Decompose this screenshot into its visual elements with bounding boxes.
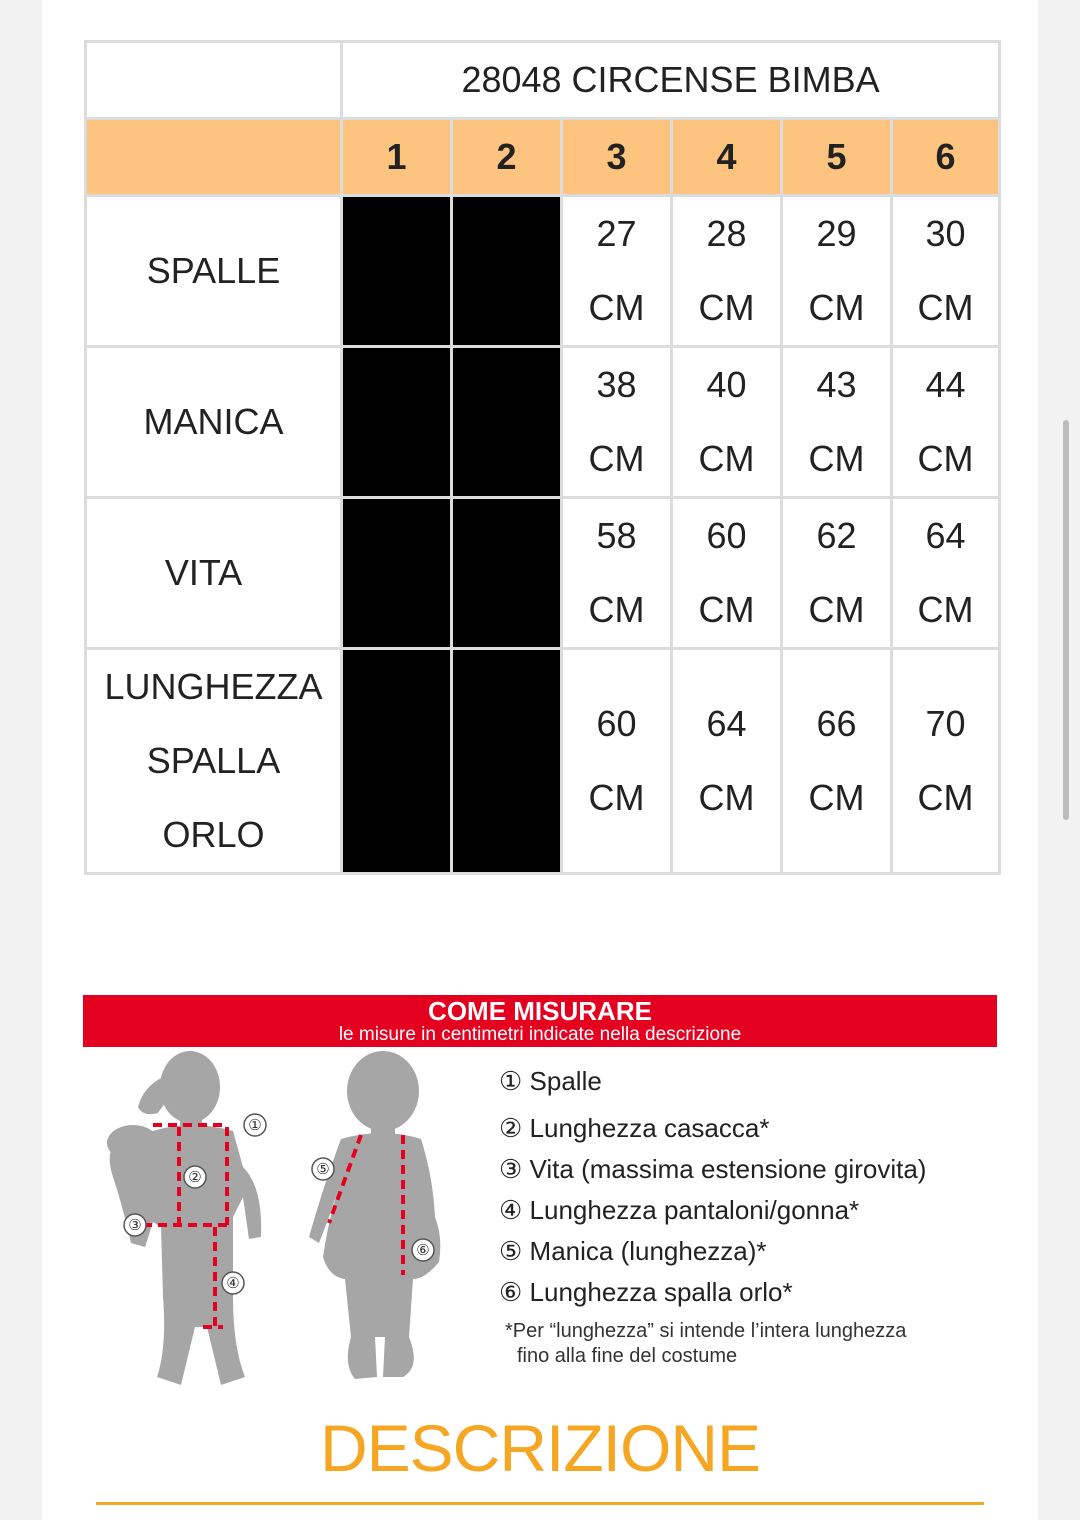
value-cell (562, 649, 672, 874)
unavailable-cell (342, 347, 452, 498)
size-header: 2 (452, 119, 562, 196)
row-label-line: MANICA (143, 401, 284, 442)
value-number: 70 (925, 703, 966, 744)
table-title-row (86, 42, 1000, 119)
value-unit: CM (917, 777, 974, 818)
size-header: 3 (562, 119, 672, 196)
footnote-line: fino alla fine del costume (517, 1345, 738, 1367)
marker-label: ② (188, 1168, 202, 1186)
girl-silhouette (309, 1051, 440, 1379)
unavailable-cell (342, 196, 452, 347)
value-cell (672, 196, 782, 347)
value-cell (672, 498, 782, 649)
value-number: 29 (816, 213, 857, 254)
table-row-manica (86, 347, 1000, 498)
row-label (86, 649, 342, 874)
legend-item: ④ Lunghezza pantaloni/gonna* (499, 1195, 860, 1225)
value-unit: CM (588, 777, 645, 818)
value-unit: CM (808, 287, 865, 328)
marker-label: ③ (128, 1216, 142, 1234)
row-label-line: ORLO (162, 814, 265, 855)
heading-underline (96, 1502, 984, 1505)
product-title: 28048 CIRCENSE BIMBA (342, 42, 1000, 119)
value-unit: CM (808, 438, 865, 479)
row-label-line: VITA (164, 552, 243, 593)
value-unit: CM (808, 777, 865, 818)
legend-item: ⑥ Lunghezza spalla orlo* (499, 1277, 793, 1307)
value-number: 62 (816, 515, 857, 556)
legend-item: ① Spalle (499, 1066, 602, 1096)
value-cell (892, 649, 1000, 874)
banner-subtitle: le misure in centimetri indicate nella descrizione (338, 1024, 742, 1045)
row-label (86, 347, 342, 498)
value-number: 60 (596, 703, 637, 744)
value-number: 27 (596, 213, 637, 254)
value-cell (672, 347, 782, 498)
value-number: 66 (816, 703, 857, 744)
how-to-measure-graphic (83, 995, 997, 1405)
value-cell (562, 347, 672, 498)
table-row-vita (86, 498, 1000, 649)
table-row-spalle (86, 196, 1000, 347)
size-header: 5 (782, 119, 892, 196)
value-unit: CM (917, 287, 974, 328)
measurement-legend (499, 1061, 997, 1369)
size-table (84, 40, 1001, 875)
value-cell (782, 649, 892, 874)
value-unit: CM (698, 589, 755, 630)
value-unit: CM (808, 589, 865, 630)
marker-label: ④ (226, 1274, 240, 1292)
empty-corner-cell (86, 42, 342, 119)
value-number: 28 (706, 213, 747, 254)
row-label-line: SPALLE (146, 250, 281, 291)
size-header-row (86, 119, 1000, 196)
header-corner-cell (86, 119, 342, 196)
value-unit: CM (698, 777, 755, 818)
scrollbar[interactable] (1063, 420, 1069, 820)
size-header: 4 (672, 119, 782, 196)
footnote-line: *Per “lunghezza” si intende l’intera lunghezza (505, 1320, 907, 1342)
value-number: 58 (596, 515, 637, 556)
value-cell (782, 498, 892, 649)
row-label-line: LUNGHEZZA (104, 666, 323, 707)
value-unit: CM (588, 438, 645, 479)
value-number: 60 (706, 515, 747, 556)
value-number: 64 (925, 515, 966, 556)
unavailable-cell (452, 347, 562, 498)
value-cell (672, 649, 782, 874)
child-silhouettes-illustration (83, 1047, 483, 1397)
row-label (86, 498, 342, 649)
value-number: 40 (706, 364, 747, 405)
value-unit: CM (917, 438, 974, 479)
marker-label: ⑥ (416, 1241, 430, 1259)
value-unit: CM (588, 287, 645, 328)
unavailable-cell (452, 196, 562, 347)
row-label (86, 196, 342, 347)
unavailable-cell (452, 498, 562, 649)
length-footnote (499, 1319, 997, 1369)
unavailable-cell (452, 649, 562, 874)
value-number: 30 (925, 213, 966, 254)
marker-label: ⑤ (316, 1160, 330, 1178)
value-number: 43 (816, 364, 857, 405)
legend-item: ② Lunghezza casacca* (499, 1113, 770, 1143)
legend-item: ③ Vita (massima estensione girovita) (499, 1154, 927, 1184)
banner-title: COME MISURARE (428, 996, 652, 1026)
value-unit: CM (698, 287, 755, 328)
value-number: 44 (925, 364, 966, 405)
size-header: 1 (342, 119, 452, 196)
marker-label: ① (248, 1116, 262, 1134)
value-cell (892, 347, 1000, 498)
value-cell (892, 498, 1000, 649)
table-row-lunghezza (86, 649, 1000, 874)
size-header: 6 (892, 119, 1000, 196)
value-cell (562, 196, 672, 347)
value-cell (892, 196, 1000, 347)
description-heading: DESCRIZIONE (319, 1411, 761, 1485)
value-cell (562, 498, 672, 649)
row-label-line: SPALLA (146, 740, 281, 781)
value-unit: CM (917, 589, 974, 630)
unavailable-cell (342, 649, 452, 874)
unavailable-cell (342, 498, 452, 649)
value-unit: CM (588, 589, 645, 630)
value-unit: CM (698, 438, 755, 479)
value-cell (782, 347, 892, 498)
legend-item: ⑤ Manica (lunghezza)* (499, 1236, 767, 1266)
value-cell (782, 196, 892, 347)
value-number: 64 (706, 703, 747, 744)
how-to-measure-banner (83, 995, 997, 1047)
value-number: 38 (596, 364, 637, 405)
